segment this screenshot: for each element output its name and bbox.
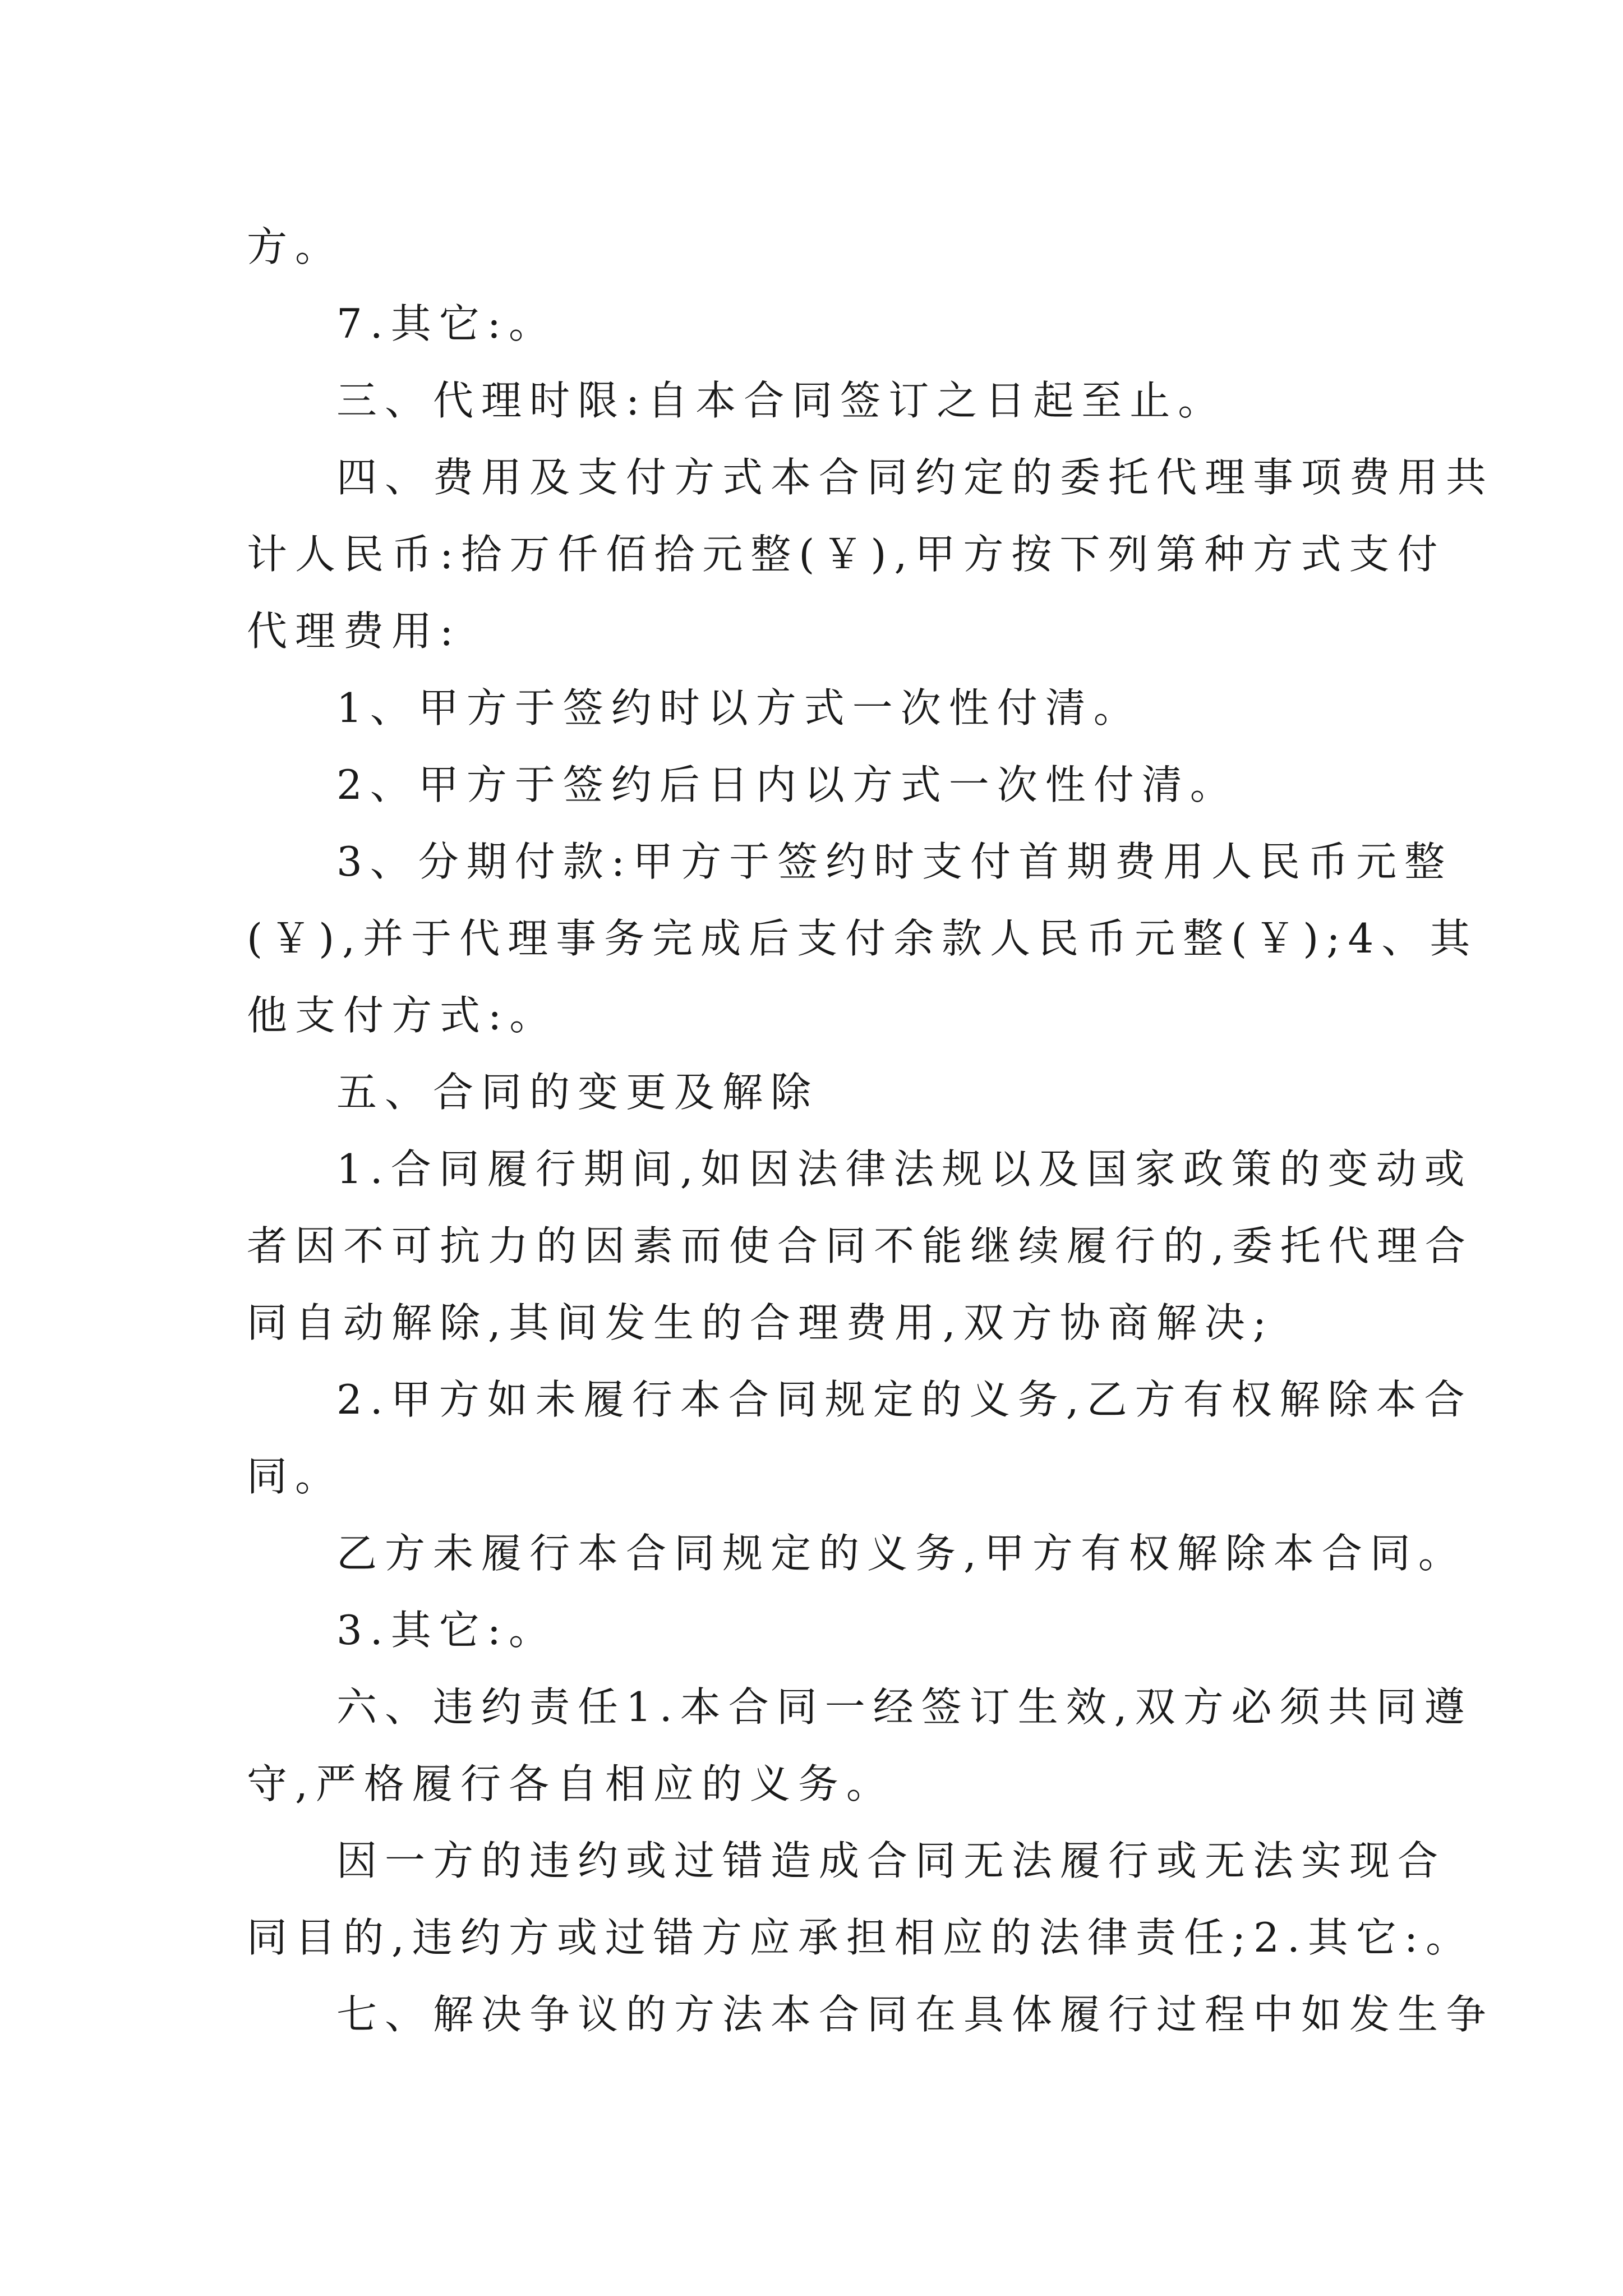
paragraph-line: 者因不可抗力的因素而使合同不能继续履行的,委托代理合 <box>247 1222 1473 1269</box>
paragraph-line: 2、甲方于签约后日内以方式一次性付清。 <box>336 761 1238 808</box>
paragraph-line: 7.其它:。 <box>336 300 557 347</box>
paragraph-line: 3、分期付款:甲方于签约时支付首期费用人民币元整 <box>336 838 1453 885</box>
paragraph-line: (￥),并于代理事务完成后支付余款人民币元整(￥);4、其 <box>247 915 1478 962</box>
paragraph-line: 同。 <box>247 1453 344 1500</box>
paragraph-line: 四、费用及支付方式本合同约定的委托代理事项费用共 <box>336 454 1495 501</box>
section-heading-line: 五、合同的变更及解除 <box>336 1069 819 1116</box>
paragraph-line: 三、代理时限:自本合同签订之日起至止。 <box>336 377 1227 424</box>
contract-body-text <box>247 209 1495 2053</box>
paragraph-line: 乙方未履行本合同规定的义务,甲方有权解除本合同。 <box>336 1530 1467 1577</box>
paragraph-line: 同目的,违约方或过错方应承担相应的法律责任;2.其它:。 <box>247 1914 1474 1961</box>
paragraph-line: 3.其它:。 <box>336 1607 557 1654</box>
paragraph-line: 1、甲方于签约时以方式一次性付清。 <box>336 684 1142 731</box>
paragraph-line: 代理费用: <box>247 608 462 655</box>
paragraph-line: 1.合同履行期间,如因法律法规以及国家政策的变动或 <box>336 1145 1473 1193</box>
paragraph-line: 因一方的违约或过错造成合同无法履行或无法实现合 <box>336 1837 1446 1884</box>
paragraph-line: 七、解决争议的方法本合同在具体履行过程中如发生争 <box>336 1991 1495 2038</box>
paragraph-line: 守,严格履行各自相应的义务。 <box>247 1760 895 1807</box>
paragraph-line: 2.甲方如未履行本合同规定的义务,乙方有权解除本合 <box>336 1376 1473 1423</box>
paragraph-line: 计人民币:拾万仟佰拾元整(￥),甲方按下列第种方式支付 <box>247 531 1446 578</box>
paragraph-line: 六、违约责任1.本合同一经签订生效,双方必须共同遵 <box>336 1683 1473 1731</box>
paragraph-line: 他支付方式:。 <box>247 992 558 1039</box>
paragraph-line: 同自动解除,其间发生的合理费用,双方协商解决; <box>247 1299 1275 1346</box>
paragraph-line: 方。 <box>247 223 344 270</box>
